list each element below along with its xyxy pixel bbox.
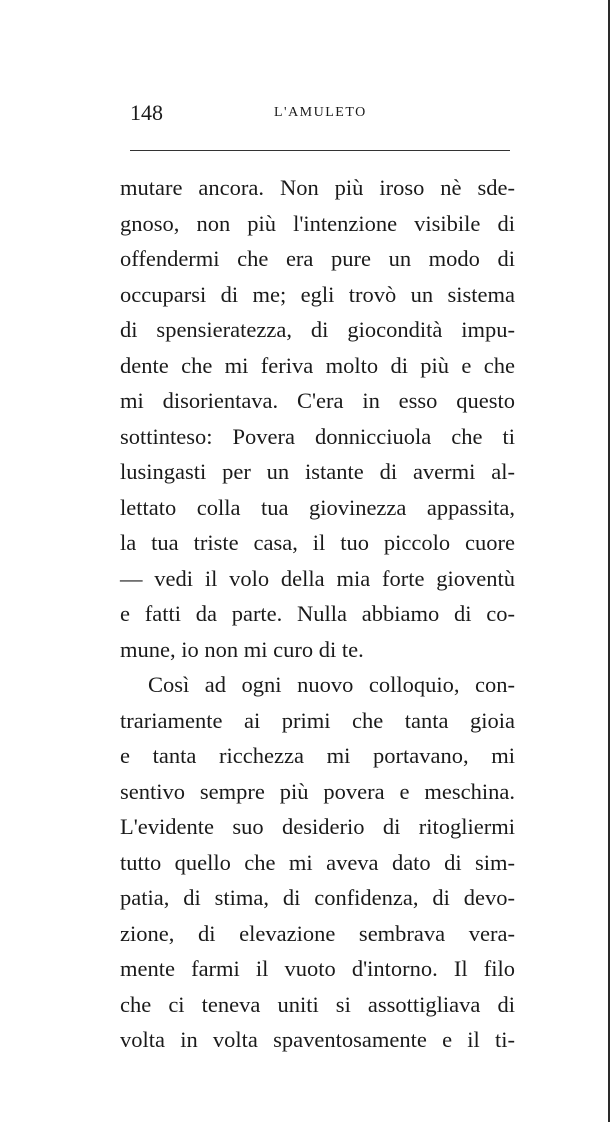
text-line: occuparsi di me; egli trovò un sistema	[120, 281, 515, 307]
page-edge	[608, 0, 610, 1122]
text-line: patia, di stima, di confidenza, di devo-	[120, 885, 515, 910]
running-title: L'AMULETO	[274, 105, 367, 120]
text-line: mune, io non mi curo di te.	[120, 636, 364, 662]
text-line: di spensieratezza, di giocondità impu-	[120, 317, 515, 342]
text-line: lusingasti per un istante di avermi al-	[120, 459, 515, 484]
text-line: sentivo sempre più povera e meschina.	[120, 778, 515, 804]
text-line: zione, di elevazione sembrava vera-	[120, 920, 515, 946]
text-line: mente farmi il vuoto d'intorno. Il filo	[120, 956, 515, 981]
text-line: e fatti da parte. Nulla abbiamo di co-	[120, 601, 515, 626]
header-rule	[130, 150, 510, 151]
text-line: mi disorientava. C'era in esso questo	[120, 388, 515, 413]
text-line: tutto quello che mi aveva dato di sim-	[120, 849, 515, 875]
text-line: gnoso, non più l'intenzione visibile di	[120, 210, 515, 236]
page-header	[130, 100, 510, 130]
text-line: offendermi che era pure un modo di	[120, 246, 515, 271]
text-line: mutare ancora. Non più iroso nè sde-	[120, 175, 515, 200]
page-number: 148	[130, 100, 163, 125]
text-line: L'evidente suo desiderio di ritogliermi	[120, 814, 515, 839]
body-text	[120, 170, 515, 1058]
text-line: e tanta ricchezza mi portavano, mi	[120, 743, 515, 768]
text-line: lettato colla tua giovinezza appassita,	[120, 494, 515, 520]
text-line: sottinteso: Povera donnicciuola che ti	[120, 423, 515, 449]
text-line: Così ad ogni nuovo colloquio, con-	[148, 672, 515, 697]
text-line: la tua triste casa, il tuo piccolo cuore	[120, 530, 515, 555]
text-line: che ci teneva uniti si assottigliava di	[120, 991, 515, 1017]
text-line: trariamente ai primi che tanta gioia	[120, 707, 515, 733]
text-line: volta in volta spaventosamente e il ti-	[120, 1027, 515, 1052]
text-line: dente che mi feriva molto di più e che	[120, 352, 515, 378]
text-line: — vedi il volo della mia forte gioventù	[120, 565, 515, 591]
